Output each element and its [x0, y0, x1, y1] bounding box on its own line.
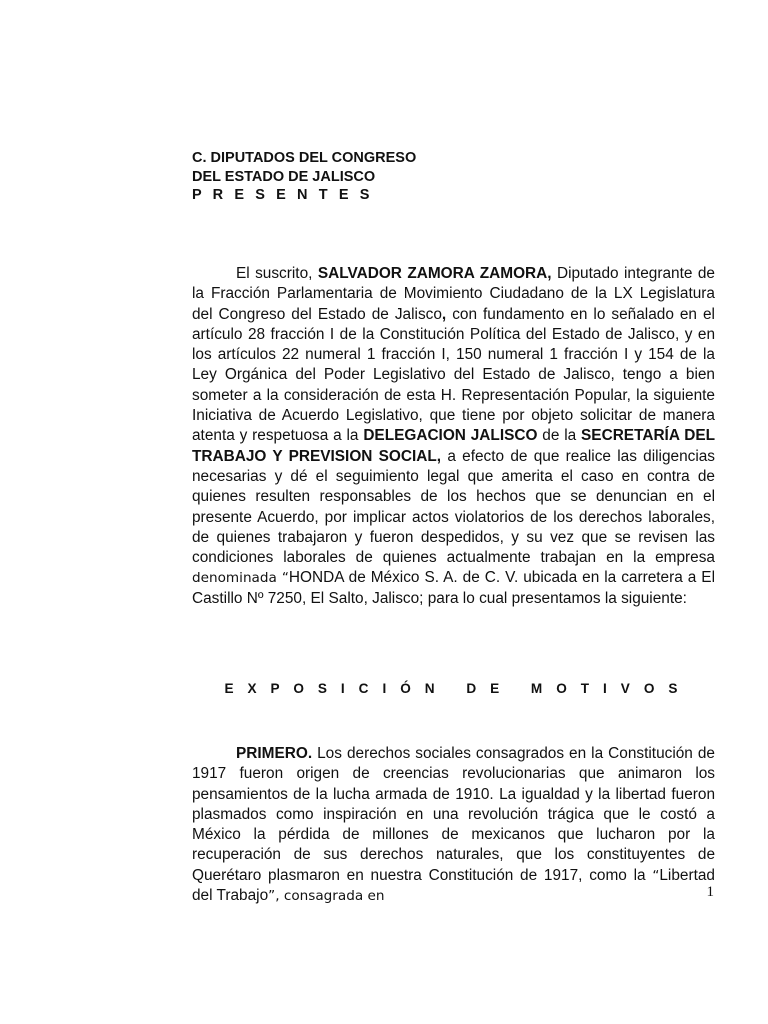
intro-text-1: El suscrito,: [236, 265, 318, 282]
intro-text-3: con fundamento en lo señalado en el artículo 28 fracción I de la Constitución Política del Estado de Jalisco, y en los artículos 22 numeral 1 fracción I, 150 numeral 1 fracción I y 154 de la Ley Orgánica del Poder Legislativo del Estado de Jalisco, tengo a bien someter a la consideración de esta H. Representación Popular, la siguiente Iniciativa de Acuerdo Legislativo, que tiene por objeto solicitar de manera atenta y respetuosa a la: [192, 305, 715, 445]
primero-text-1: Los derechos sociales consagrados en la Constitución de 1917 fueron origen de creencias revolucionarias que animaron los pensamientos de la lucha armada de 1910. La igualdad y la libertad fueron plasmados como inspiración en una revolución trágica que le costó a México la pérdida de millones de mexicanos que lucharon por la recuperación de sus derechos naturales, que los constituyentes de Querétaro plasmaron en nuestra Constitución de 1917, como la: [192, 745, 715, 884]
quote-close: ”: [268, 888, 276, 905]
primero-paragraph: [192, 744, 715, 906]
delegacion-name: DELEGACION JALISCO: [363, 427, 538, 445]
intro-text-2: Diputado integrante de la Fracción Parlamentaria de Movimiento Ciudadano de la LX Legislatura del Congreso del Estado de Jalisco: [192, 265, 715, 323]
addressee-line-3: P R E S E N T E S: [192, 187, 373, 203]
quote-open: “: [652, 867, 660, 884]
addressee-line-1: C. DIPUTADOS DEL CONGRESO: [192, 150, 417, 166]
primero-text-2: , consagrada en: [275, 888, 385, 905]
primero-label: PRIMERO.: [236, 745, 313, 762]
quoted-phrase: Libertad del Trabajo: [192, 866, 715, 905]
intro-text-7: HONDA de México S. A. de C. V. ubicada en la carretera a El Castillo Nº 7250, El Salto, Jalisco; para lo cual presentamos la siguiente:: [192, 569, 715, 607]
intro-comma: ,: [441, 305, 447, 323]
section-title: E X P O S I C I Ó N D E M O T I V O S: [224, 681, 683, 696]
deputy-name: SALVADOR ZAMORA ZAMORA,: [317, 265, 552, 282]
addressee-block: [192, 149, 692, 205]
secretaria-name: SECRETARÍA DEL TRABAJO Y PREVISION SOCIAL,: [192, 427, 715, 465]
intro-paragraph: [192, 264, 715, 609]
intro-text-5: a efecto de que realice las diligencias necesarias y dé el seguimiento legal que amerita el caso en contra de quienes resulten responsables de los hechos que se denuncian en el presente Acuerdo, por implicar actos violatorios de los derechos laborales, de quienes trabajaron y fueron despedidos, y su vez que se revisen las condiciones laborales de quienes actualmente trabajan en la empresa: [192, 447, 716, 567]
intro-text-4: de la: [537, 427, 582, 445]
addressee-line-2: DEL ESTADO DE JALISCO: [192, 168, 376, 185]
page-number: 1: [706, 884, 714, 900]
intro-text-6: denominada “: [192, 570, 289, 587]
